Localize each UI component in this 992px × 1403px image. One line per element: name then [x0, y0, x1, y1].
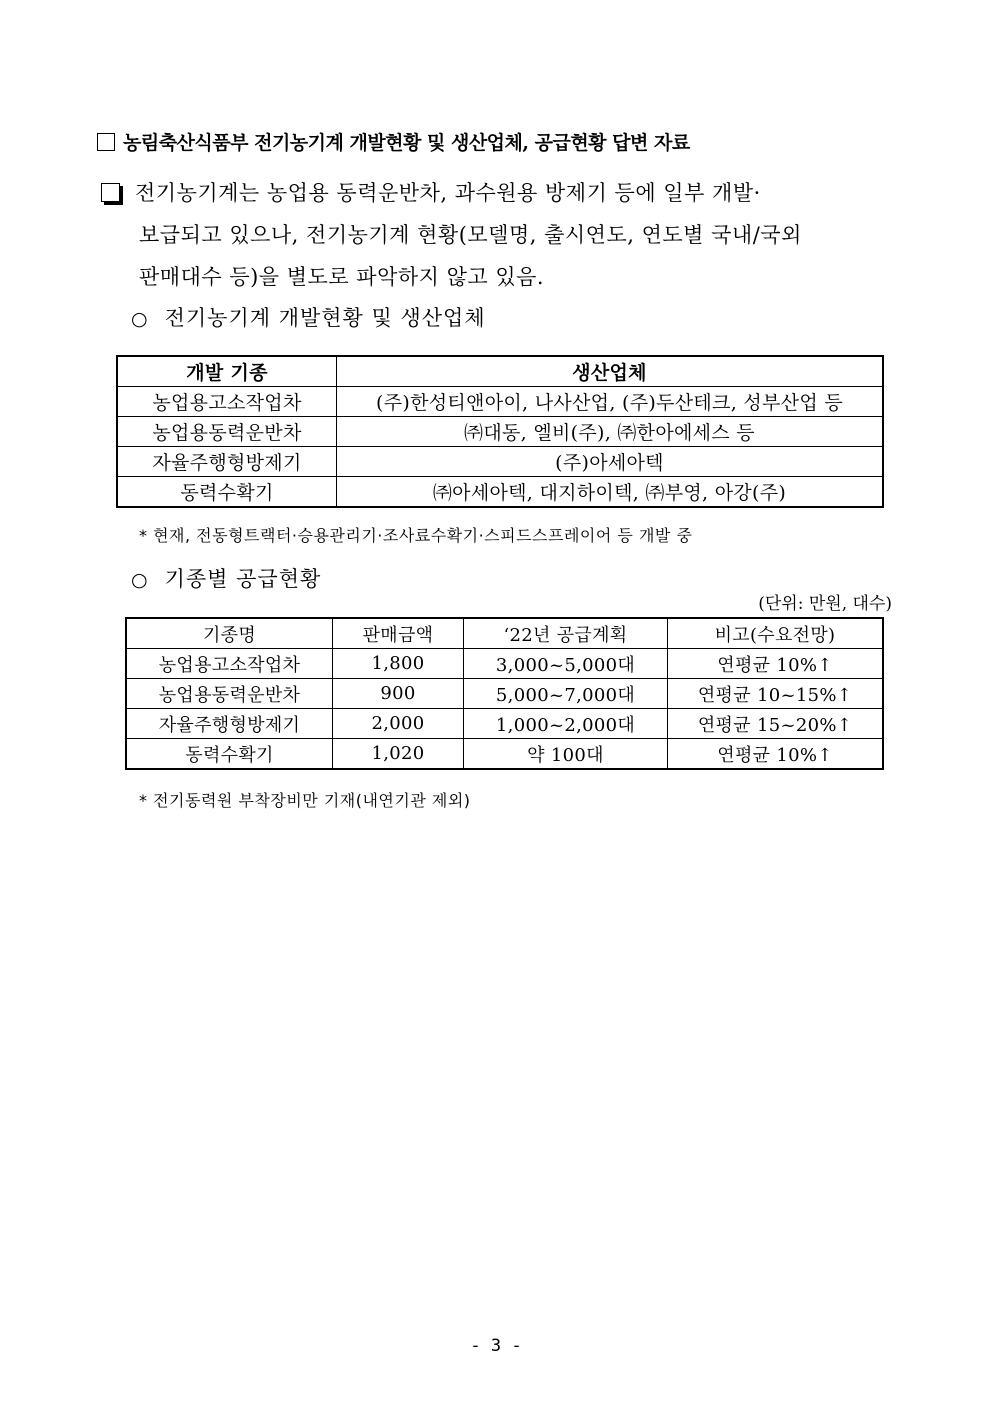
section1-note: * 현재, 전동형트랙터·승용관리기·조사료수확기·스피드스프레이어 등 개발 중: [139, 526, 693, 545]
table-cell: 2,000: [333, 709, 464, 739]
heading-text: 농림축산식품부 전기농기계 개발현황 및 생산업체, 공급현황 답변 자료: [123, 132, 690, 154]
paragraph-line-2: 보급되고 있으나, 전기농기계 현황(모델명, 출시연도, 연도별 국내/국외: [139, 223, 802, 247]
paragraph-line-1: 전기농기계는 농업용 동력운반차, 과수원용 방제기 등에 일부 개발·: [101, 172, 901, 214]
header-cell: 비고(수요전망): [668, 618, 884, 649]
table-cell: (주)아세아텍: [337, 447, 884, 477]
development-table: [116, 355, 884, 508]
section1-title: ○ 전기농기계 개발현황 및 생산업체: [131, 306, 486, 330]
table-cell: 동력수확기: [126, 739, 333, 770]
table-cell: 5,000~7,000대: [464, 679, 668, 709]
intro-paragraph: [101, 172, 901, 298]
section2-title: ○ 기종별 공급현황: [131, 567, 322, 591]
unit-label: (단위: 만원, 대수): [758, 594, 892, 614]
circle-bullet-icon: ○: [131, 569, 149, 591]
table-row: [126, 739, 883, 770]
circle-bullet-icon: ○: [131, 308, 149, 330]
section2-note: * 전기동력원 부착장비만 기재(내연기관 제외): [139, 791, 471, 810]
header-cell: 기종명: [126, 618, 333, 649]
document-heading: [97, 128, 690, 155]
table-header-row: [117, 356, 883, 387]
table-row: [126, 649, 883, 679]
table-cell: (주)한성티앤아이, 나사산업, (주)두산테크, 성부산업 등: [337, 387, 884, 417]
header-cell: 생산업체: [337, 356, 884, 387]
table-cell: ㈜아세아텍, 대지하이텍, ㈜부영, 아강(주): [337, 477, 884, 508]
table-row: [117, 387, 883, 417]
table-header-row: [126, 618, 883, 649]
table-cell: 연평균 10~15%↑: [668, 679, 884, 709]
table-cell: 연평균 15~20%↑: [668, 709, 884, 739]
table-cell: 자율주행형방제기: [117, 447, 337, 477]
table-row: [117, 477, 883, 508]
checkbox-square-icon: [97, 133, 115, 151]
table-cell: 3,000~5,000대: [464, 649, 668, 679]
supply-table: [125, 617, 884, 770]
paragraph-line-3: 판매대수 등)을 별도로 파악하지 않고 있음.: [139, 265, 545, 289]
table-row: [126, 709, 883, 739]
header-cell: 판매금액: [333, 618, 464, 649]
table-cell: 자율주행형방제기: [126, 709, 333, 739]
table-cell: ㈜대동, 엘비(주), ㈜한아에세스 등: [337, 417, 884, 447]
table-cell: 1,020: [333, 739, 464, 770]
header-cell: ‘22년 공급계획: [464, 618, 668, 649]
table-cell: 농업용고소작업차: [126, 649, 333, 679]
table-row: [126, 679, 883, 709]
table-row: [117, 447, 883, 477]
page-number: - 3 -: [470, 1336, 522, 1356]
table-cell: 약 100대: [464, 739, 668, 770]
table-cell: 농업용동력운반차: [126, 679, 333, 709]
table-row: [117, 417, 883, 447]
table-cell: 동력수확기: [117, 477, 337, 508]
table-cell: 900: [333, 679, 464, 709]
table-cell: 연평균 10%↑: [668, 739, 884, 770]
header-cell: 개발 기종: [117, 356, 337, 387]
shadow-square-bullet-icon: [101, 183, 120, 202]
table-cell: 1,800: [333, 649, 464, 679]
table-cell: 연평균 10%↑: [668, 649, 884, 679]
table-cell: 농업용동력운반차: [117, 417, 337, 447]
table-cell: 농업용고소작업차: [117, 387, 337, 417]
table-cell: 1,000~2,000대: [464, 709, 668, 739]
